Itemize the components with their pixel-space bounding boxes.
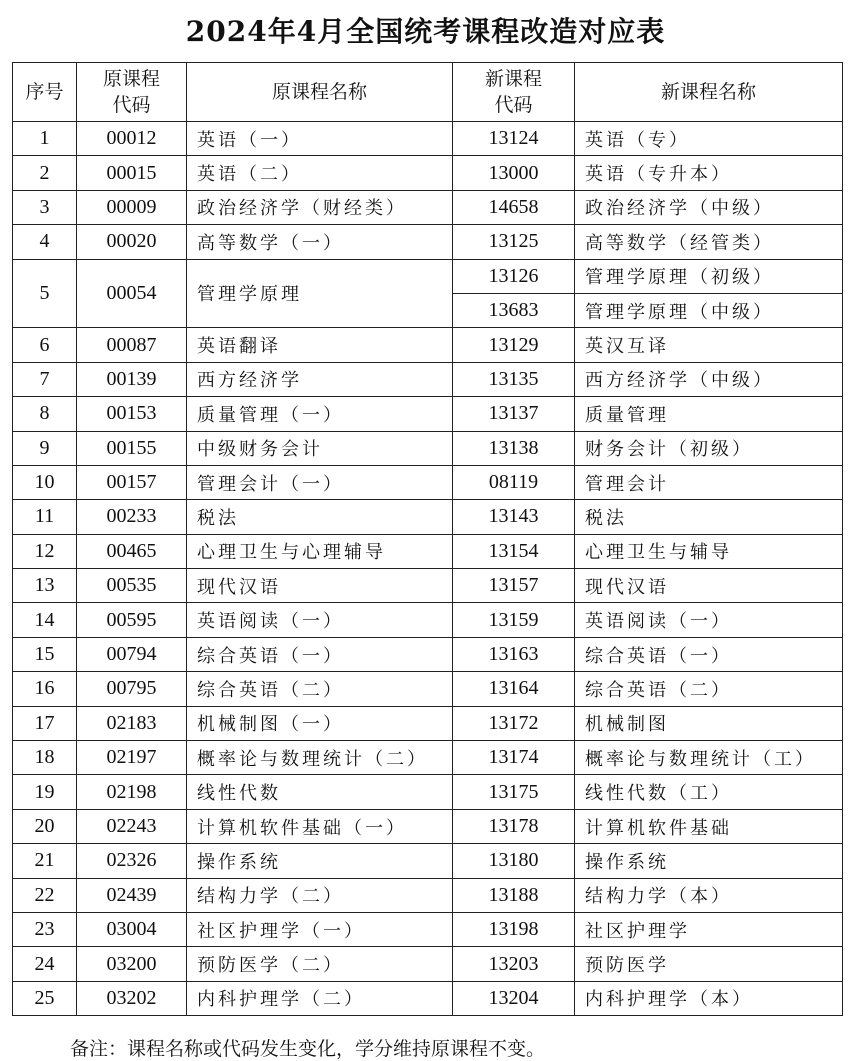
cell-old-name: 预防医学（二）: [187, 947, 453, 981]
cell-old-code: 02183: [77, 706, 187, 740]
table-row: [13, 878, 843, 912]
header-old-code: 原课程代码: [77, 63, 187, 122]
cell-new-name: 质量管理: [575, 397, 843, 431]
table-body: [13, 122, 843, 1016]
cell-old-name: 英语（二）: [187, 156, 453, 190]
cell-old-name: 管理学原理: [187, 259, 453, 328]
table-row: [13, 431, 843, 465]
table-row: [13, 397, 843, 431]
cell-old-name: 操作系统: [187, 844, 453, 878]
cell-new-name: 管理学原理（中级）: [575, 293, 843, 327]
cell-seq: 23: [13, 912, 77, 946]
cell-old-code: 00465: [77, 534, 187, 568]
cell-old-name: 结构力学（二）: [187, 878, 453, 912]
cell-seq: 7: [13, 362, 77, 396]
cell-new-name: 综合英语（二）: [575, 672, 843, 706]
cell-seq: 21: [13, 844, 77, 878]
cell-seq: 1: [13, 122, 77, 156]
table-row: [13, 637, 843, 671]
footer-note: 备注：课程名称或代码发生变化，学分维持原课程不变。: [70, 1038, 546, 1060]
cell-old-code: 02439: [77, 878, 187, 912]
table-row: [13, 362, 843, 396]
cell-seq: 13: [13, 569, 77, 603]
cell-seq: 11: [13, 500, 77, 534]
page-title: 2024年4月全国统考课程改造对应表: [185, 15, 666, 48]
cell-old-name: 心理卫生与心理辅导: [187, 534, 453, 568]
cell-old-code: 00233: [77, 500, 187, 534]
cell-new-code: 13157: [453, 569, 575, 603]
cell-new-code: 13188: [453, 878, 575, 912]
cell-new-code: 13159: [453, 603, 575, 637]
cell-new-name: 现代汉语: [575, 569, 843, 603]
cell-new-code: 13683: [453, 293, 575, 327]
table-row: [13, 741, 843, 775]
table-row: [13, 259, 843, 293]
cell-old-code: 00794: [77, 637, 187, 671]
cell-old-name: 社区护理学（一）: [187, 912, 453, 946]
cell-seq: 18: [13, 741, 77, 775]
cell-old-code: 03202: [77, 981, 187, 1015]
table-row: [13, 775, 843, 809]
cell-seq: 10: [13, 465, 77, 499]
cell-new-code: 13164: [453, 672, 575, 706]
cell-old-name: 政治经济学（财经类）: [187, 190, 453, 224]
cell-old-name: 质量管理（一）: [187, 397, 453, 431]
table-row: [13, 328, 843, 362]
cell-new-name: 英语（专升本）: [575, 156, 843, 190]
table-row: [13, 672, 843, 706]
cell-old-code: 00015: [77, 156, 187, 190]
cell-old-name: 英语（一）: [187, 122, 453, 156]
cell-old-code: 03200: [77, 947, 187, 981]
cell-new-name: 英汉互译: [575, 328, 843, 362]
cell-seq: 14: [13, 603, 77, 637]
cell-new-name: 管理学原理（初级）: [575, 259, 843, 293]
cell-new-name: 计算机软件基础: [575, 809, 843, 843]
table-row: [13, 912, 843, 946]
table-row: [13, 534, 843, 568]
cell-seq: 2: [13, 156, 77, 190]
table-header-row: [13, 63, 843, 122]
cell-new-code: 13143: [453, 500, 575, 534]
cell-old-code: 00020: [77, 225, 187, 259]
table-row: [13, 500, 843, 534]
cell-old-code: 00595: [77, 603, 187, 637]
cell-seq: 4: [13, 225, 77, 259]
cell-new-code: 13154: [453, 534, 575, 568]
cell-seq: 5: [13, 259, 77, 328]
table-row: [13, 981, 843, 1015]
cell-old-code: 00054: [77, 259, 187, 328]
cell-seq: 19: [13, 775, 77, 809]
cell-new-code: 13125: [453, 225, 575, 259]
cell-old-code: 00153: [77, 397, 187, 431]
cell-old-code: 00535: [77, 569, 187, 603]
cell-old-code: 02197: [77, 741, 187, 775]
cell-old-code: 00157: [77, 465, 187, 499]
table-row: [13, 122, 843, 156]
cell-new-name: 结构力学（本）: [575, 878, 843, 912]
cell-old-code: 00009: [77, 190, 187, 224]
cell-old-name: 概率论与数理统计（二）: [187, 741, 453, 775]
table-row: [13, 569, 843, 603]
cell-new-code: 13138: [453, 431, 575, 465]
cell-new-name: 内科护理学（本）: [575, 981, 843, 1015]
cell-new-name: 综合英语（一）: [575, 637, 843, 671]
cell-old-name: 管理会计（一）: [187, 465, 453, 499]
cell-seq: 6: [13, 328, 77, 362]
cell-new-name: 西方经济学（中级）: [575, 362, 843, 396]
cell-new-name: 政治经济学（中级）: [575, 190, 843, 224]
cell-new-code: 13000: [453, 156, 575, 190]
cell-seq: 12: [13, 534, 77, 568]
cell-new-code: 13172: [453, 706, 575, 740]
cell-seq: 25: [13, 981, 77, 1015]
cell-old-name: 现代汉语: [187, 569, 453, 603]
cell-new-name: 概率论与数理统计（工）: [575, 741, 843, 775]
cell-old-name: 综合英语（二）: [187, 672, 453, 706]
cell-seq: 24: [13, 947, 77, 981]
cell-seq: 20: [13, 809, 77, 843]
cell-old-code: 02243: [77, 809, 187, 843]
cell-new-code: 13135: [453, 362, 575, 396]
cell-old-name: 综合英语（一）: [187, 637, 453, 671]
cell-new-code: 13126: [453, 259, 575, 293]
cell-old-code: 00155: [77, 431, 187, 465]
cell-old-code: 00139: [77, 362, 187, 396]
table-row: [13, 156, 843, 190]
cell-seq: 8: [13, 397, 77, 431]
cell-old-name: 英语翻译: [187, 328, 453, 362]
header-new-code: 新课程代码: [453, 63, 575, 122]
cell-seq: 9: [13, 431, 77, 465]
header-new-name: 新课程名称: [575, 63, 843, 122]
cell-new-code: 13203: [453, 947, 575, 981]
cell-new-name: 线性代数（工）: [575, 775, 843, 809]
cell-old-code: 02326: [77, 844, 187, 878]
table-row: [13, 225, 843, 259]
cell-new-name: 英语阅读（一）: [575, 603, 843, 637]
cell-new-code: 13175: [453, 775, 575, 809]
cell-old-name: 计算机软件基础（一）: [187, 809, 453, 843]
cell-new-code: 13174: [453, 741, 575, 775]
cell-old-name: 机械制图（一）: [187, 706, 453, 740]
cell-new-name: 操作系统: [575, 844, 843, 878]
table-row: [13, 190, 843, 224]
cell-new-code: 14658: [453, 190, 575, 224]
cell-old-code: 00087: [77, 328, 187, 362]
cell-new-code: 13124: [453, 122, 575, 156]
cell-old-name: 中级财务会计: [187, 431, 453, 465]
table-row: [13, 844, 843, 878]
cell-seq: 15: [13, 637, 77, 671]
cell-new-code: 13178: [453, 809, 575, 843]
cell-new-code: 13204: [453, 981, 575, 1015]
cell-new-name: 机械制图: [575, 706, 843, 740]
cell-old-code: 03004: [77, 912, 187, 946]
cell-new-name: 税法: [575, 500, 843, 534]
cell-new-name: 心理卫生与辅导: [575, 534, 843, 568]
cell-new-name: 高等数学（经管类）: [575, 225, 843, 259]
cell-old-name: 内科护理学（二）: [187, 981, 453, 1015]
header-old-name: 原课程名称: [187, 63, 453, 122]
cell-new-name: 财务会计（初级）: [575, 431, 843, 465]
cell-seq: 3: [13, 190, 77, 224]
cell-new-code: 13137: [453, 397, 575, 431]
cell-new-code: 13163: [453, 637, 575, 671]
cell-new-code: 13180: [453, 844, 575, 878]
cell-old-code: 00012: [77, 122, 187, 156]
cell-seq: 22: [13, 878, 77, 912]
table-row: [13, 465, 843, 499]
cell-old-name: 西方经济学: [187, 362, 453, 396]
cell-new-code: 08119: [453, 465, 575, 499]
cell-new-name: 社区护理学: [575, 912, 843, 946]
table-row: [13, 603, 843, 637]
cell-old-name: 税法: [187, 500, 453, 534]
cell-seq: 16: [13, 672, 77, 706]
cell-old-name: 线性代数: [187, 775, 453, 809]
cell-new-code: 13129: [453, 328, 575, 362]
cell-old-code: 02198: [77, 775, 187, 809]
table-row: [13, 706, 843, 740]
cell-new-name: 预防医学: [575, 947, 843, 981]
cell-new-name: 英语（专）: [575, 122, 843, 156]
table-row: [13, 947, 843, 981]
header-seq: 序号: [13, 63, 77, 122]
table-row: [13, 809, 843, 843]
cell-old-code: 00795: [77, 672, 187, 706]
cell-seq: 17: [13, 706, 77, 740]
cell-old-name: 英语阅读（一）: [187, 603, 453, 637]
cell-old-name: 高等数学（一）: [187, 225, 453, 259]
cell-new-name: 管理会计: [575, 465, 843, 499]
course-mapping-table: [12, 62, 843, 1016]
cell-new-code: 13198: [453, 912, 575, 946]
